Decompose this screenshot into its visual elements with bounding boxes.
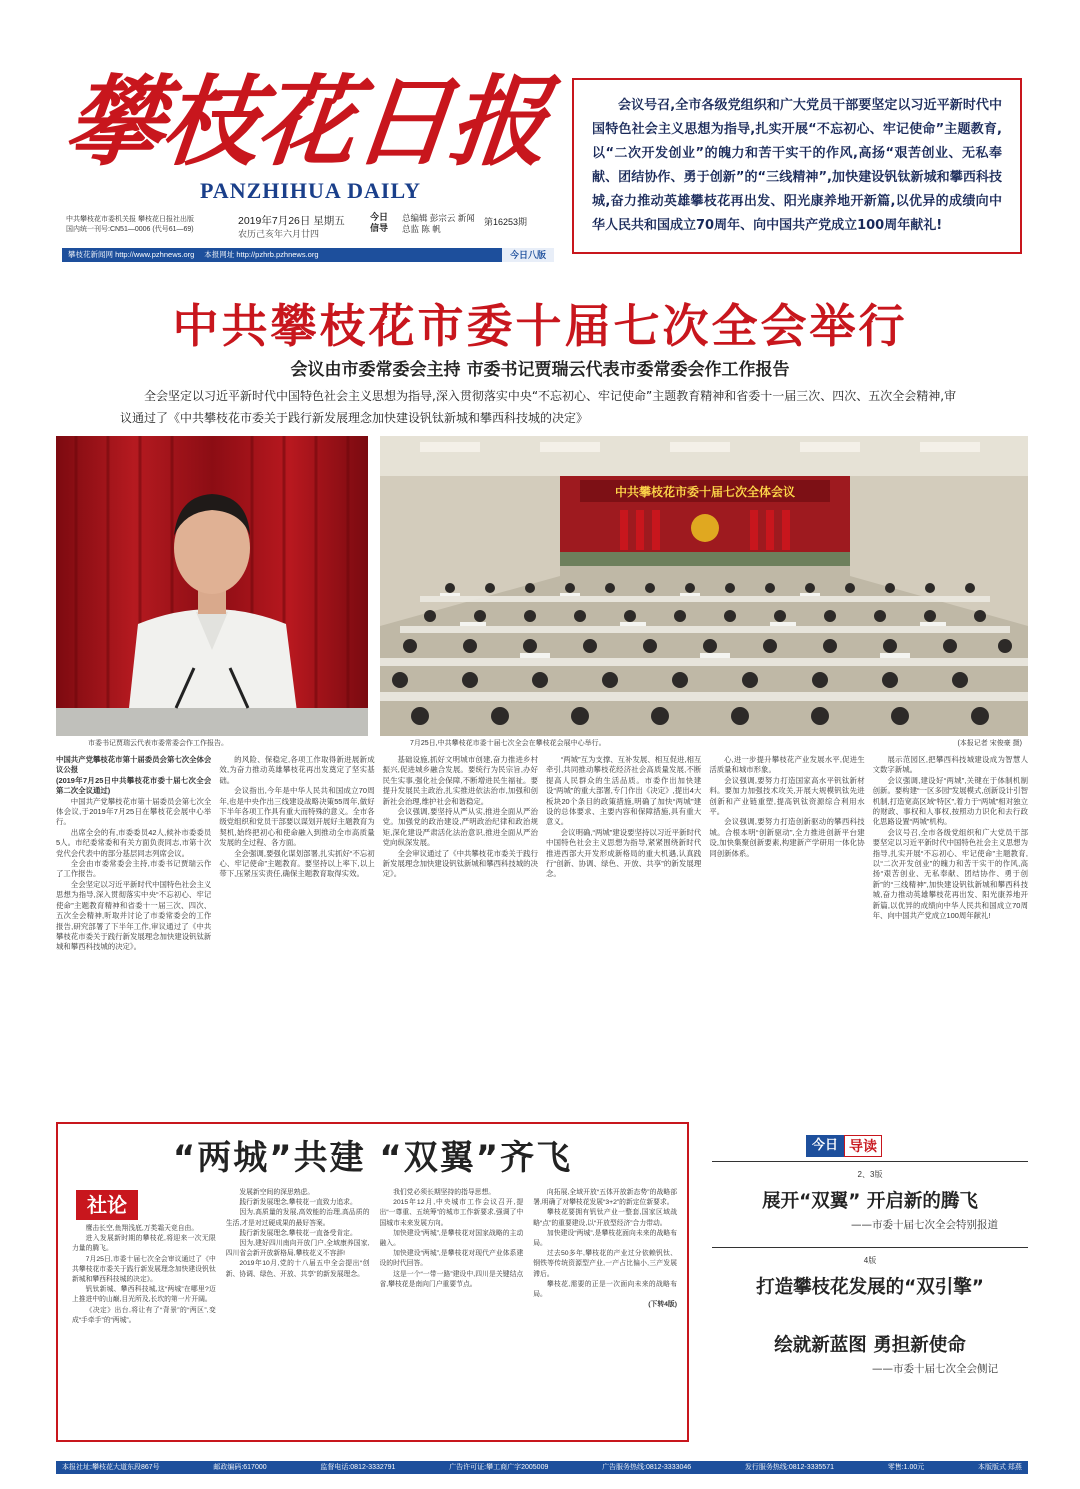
editorial-box <box>56 1122 689 1442</box>
footer-ad-hotline: 广告服务热线:0812-3333046 <box>602 1464 692 1471</box>
photo-credit: (本报记者 宋俊豪 摄) <box>957 740 1022 747</box>
today-info: 今日 信导 <box>370 212 389 233</box>
paragraph: 7月25日,市委十届七次全会审议通过了《中共攀枝花市委关于践行新发展理念加快建设钒钛新城和攀西科技城的决定》。 <box>72 1255 216 1284</box>
footer-price: 零售:1.00元 <box>887 1464 925 1471</box>
paragraph: 2019年10月,党的十八届五中全会提出“创新、协调、绿色、开放、共享”的新发展理念。 <box>225 1260 370 1278</box>
article-column <box>383 755 538 1120</box>
article-column <box>546 755 701 1120</box>
editorial-column <box>533 1188 677 1438</box>
logo-title <box>60 65 553 180</box>
publisher-line: 中共攀枝花市委机关报 攀枝花日报社出版 <box>66 216 194 223</box>
article-column <box>56 755 211 1120</box>
photo-caption: 市委书记贾瑞云代表市委常委会作工作报告。 <box>88 740 228 747</box>
website-bar <box>62 248 554 262</box>
guide-subtitle: ——市委十届七次全会特别报道 <box>851 1219 998 1231</box>
editorial-title[interactable]: “两城”共建 “双翼”齐飞 <box>172 1138 573 1178</box>
photo-caption-row <box>380 738 1028 748</box>
article-column <box>709 755 864 1120</box>
guide-page-number: 4版 <box>863 1256 877 1265</box>
paragraph: 进入发展新时期的攀枝花,将迎来一次无限力量的腾飞。 <box>72 1235 216 1253</box>
photo-meeting-hall <box>380 436 1028 736</box>
footer-address: 本报社址:攀枝花大道东段867号 <box>62 1464 160 1471</box>
guide-today-label: 今日 <box>806 1135 844 1157</box>
footer-license: 广告许可证:攀工商广字2005009 <box>449 1464 549 1471</box>
paragraph: 2015年12月,中央城市工作会议召开,提出“一尊重、五统筹”的城市工作新要求,强调了中国城市未来发展方向。 <box>379 1199 524 1227</box>
paragraph: 基础设施,抓好文明城市创建,奋力推进乡村振兴,促进城乡融合发展。要统行为民宗旨,办好民生实事,强化社会保障,不断增进民生福祉。要提升发展民主政治,扎实推进依法治市,加强和创新社会治理,维护社会和谐稳定。 <box>382 755 538 806</box>
article-column <box>219 755 374 1120</box>
paragraph: 因为,高质量的发展,高效能的治理,高品质的生活,才是对过硬成果的最好答案。 <box>225 1209 370 1227</box>
logo-char: 日 <box>348 65 457 180</box>
paragraph: 鹰击长空,鱼翔浅底,万类霜天竞自由。 <box>85 1225 199 1232</box>
paragraph: 钒钛新城、攀西科技城,这“两城”在哪里?迈上推进中的山巅,目光所及,长坎的第一片开阔。 <box>72 1286 216 1304</box>
paragraph: “两城”互为支撑、互补发展、相互促进,相互牵引,共同推动攀枝花经济社会高质量发展,不断提高人民群众的生活品质。市委作出加快建设“两城”的重大部署,专门作出《决定》,提出4大板块20个条目的政策措施,明确了加快“两城”建设的总体要求、主要内容和保障措施,具有重大意义。 <box>545 755 702 827</box>
paragraph: 会议强调,要努力打造国家高水平钒钛新材料。要加力加强技术攻关,开展大规模钒钛先进创新和产业链重塑,提高钒钛资源综合利用水平。 <box>709 775 865 817</box>
footer-hotline: 监督电话:0812-3332791 <box>320 1464 396 1471</box>
paragraph: 的风险、保稳定,各项工作取得新进展新成效,为奋力推动英雄攀枝花再出发奠定了坚实基础。 <box>219 755 375 785</box>
paragraph: 践行新发展理念,攀枝花一直备受肯定。 <box>239 1229 357 1237</box>
paragraph: 心,进一步提升攀枝花产业发展水平,促进生活质量和城市形象。 <box>709 755 865 775</box>
paragraph: 过去50多年,攀枝花的产业过分依赖钒钛、钢铁等传统资源型产业,一产占比偏小,三产发展滞后。 <box>533 1250 677 1278</box>
editorial-column <box>72 1188 216 1438</box>
guide-headline[interactable]: 展开“双翼” 开启新的腾飞 <box>762 1191 978 1212</box>
paragraph: 因为,建好四川南向开放门户,全域康养国家,四川省会新开放新格局,攀枝花义不容辞! <box>225 1240 370 1258</box>
guide-header <box>806 1135 882 1157</box>
guide-subtitle: ——市委十届七次全会侧记 <box>872 1363 998 1375</box>
paragraph: 会议强调,要努力打造创新驱动的攀西科技城。合根本明“创新驱动”,全力推进创新平台建设,加快集聚创新要素,构建新产学研用一体化协同创新体系。 <box>709 817 865 858</box>
article-column <box>873 755 1028 1120</box>
guide-read-label: 导读 <box>844 1135 882 1157</box>
logo-char: 花 <box>252 65 361 180</box>
footer-bar <box>56 1461 1028 1474</box>
paragraph: 加快建设“两城”,是攀枝花对现代产业体系建设的时代回答。 <box>379 1250 524 1268</box>
lunar-date: 农历己亥年六月廿四 <box>238 230 320 240</box>
footer-distribution: 发行服务热线:0812-3335571 <box>744 1464 834 1471</box>
editorial-tag: 社论 <box>76 1190 138 1220</box>
paragraph: 加快建设“两城”,是攀枝花对国家战略的主动融入。 <box>379 1229 524 1248</box>
editorial-column <box>380 1188 524 1438</box>
website-link[interactable]: 本报网址 http://pzhrb.pzhnews.org <box>204 250 319 259</box>
editorial-body <box>72 1188 677 1438</box>
paragraph: 加快建设“两城”,是攀枝花面向未来的战略布局。 <box>533 1229 677 1248</box>
paragraph: 践行新发展理念,攀枝花一直致力追求。 <box>239 1199 357 1207</box>
quote-box <box>572 78 1022 254</box>
guide-headline[interactable]: 绘就新蓝图 勇担新使命 <box>774 1335 966 1356</box>
editors: 总编辑 彭宗云 新闻总监 陈 帆 <box>402 213 475 234</box>
communique-title: 中国共产党攀枝花市第十届委员会第七次全体会议公报 <box>56 755 212 775</box>
logo-char: 枝 <box>156 65 265 180</box>
paragraph: 出席全会的有,市委委员42人,候补市委委员5人。市纪委常委和有关方面负责同志,市第十次党代会代表中的部分基层同志列席会议。 <box>56 827 212 858</box>
website-link[interactable]: 攀枝花新闻网 http://www.pzhnews.org <box>68 250 195 259</box>
deck-summary: 全会坚定以习近平新时代中国特色社会主义思想为指导,深入贯彻落实中央“不忘初心、牢记使命”主题教育精神和省委十一届三次、四次、五次全会精神,审议通过了《中共攀枝花市委关于践行新发展理念加快建设钒钛新城和攀西科技城的决定》 <box>120 389 957 425</box>
paragraph: 攀枝花要拥有钒钛产业一整套,国家区域战略“点”的重要建设,以“开放型经济”合力带动。 <box>533 1209 677 1227</box>
publisher-info <box>66 215 236 235</box>
paragraph: 展示范园区,把攀西科技城建设成为智慧人文数字新城。 <box>872 755 1028 775</box>
paragraph: 向拓展,全域开放“五体开放新态势”的战略部署,明确了对攀枝花发展“3+2”的新定位新要求。 <box>533 1189 677 1207</box>
quote-text: 会议号召,全市各级党组织和广大党员干部要坚定以习近平新时代中国特色社会主义思想为指导,扎实开展“不忘初心、牢记使命”主题教育,以“二次开发创业”的魄力和苦干实干的作风,高扬“艰苦创业、无私奉献、团结协作、勇于创新”的“三线精神”,加快建设钒钛新城和攀西科技城,奋力推动英雄攀枝花再出发、阳光康养地开新篇,以优异的成绩向中华人民共和国成立70周年、向中国共产党成立100周年献礼! <box>592 98 1002 233</box>
publisher-line: 国内统一刊号:CN51—0006 (代号61—69) <box>66 226 194 233</box>
meeting-hall-image <box>380 436 1028 736</box>
paragraph: 全会坚定以习近平新时代中国特色社会主义思想为指导,深入贯彻落实中央“不忘初心、牢记使命”主题教育精神和省委十一届三次、四次、五次全会精神,听取并讨论了市委常委会的工作报告,研究部署了下半年工作,审议通过了《中共攀枝花市委关于践行新发展理念加快建设钒钛新城和攀西科技城的决定》。 <box>56 879 212 952</box>
paragraph: 《决定》出台,将让有了“背景”的“两区”,变成“手牵手”的“两城”。 <box>72 1306 216 1324</box>
today-guide <box>712 1135 1028 1435</box>
paragraph: 会议号召,全市各级党组织和广大党员干部要坚定以习近平新时代中国特色社会主义思想为指导,扎实开展“不忘初心、牢记使命”主题教育,以“二次开发创业”的魄力和苦干实干的作风,高扬“艰苦创业、无私奉献、团结协作、勇于创新”的“三线精神”,加快建设钒钛新城和攀西科技城,奋力推动英雄攀枝花再出发、阳光康养地开新篇,以优异的成绩向中华人民共和国成立70周年、向中国共产党成立100周年献礼! <box>872 827 1028 921</box>
issue-number: 第16253期 <box>484 217 528 227</box>
logo-english: PANZHIHUA DAILY <box>200 178 421 203</box>
communique-note: (2019年7月25日中共攀枝花市委十届七次全会第二次全议通过) <box>56 775 212 796</box>
page-count: 今日八版 <box>502 248 554 262</box>
footer-postcode: 邮政编码:617000 <box>213 1464 267 1471</box>
editorial-column <box>226 1188 370 1438</box>
photo-caption: 7月25日,中共攀枝花市委十届七次全会在攀枝花会展中心举行。 <box>410 740 606 747</box>
paragraph: 全会由市委常委会主持,市委书记贾瑞云作了工作报告。 <box>56 859 212 879</box>
guide-headline[interactable]: 打造攀枝花发展的“双引擎” <box>756 1277 984 1298</box>
guide-page-number: 2、3版 <box>857 1170 883 1179</box>
paragraph: 会议指出,今年是中华人民共和国成立70周年,也是中央作出三线建设战略决策55周年,做好下半年各项工作具有重大而特殊的意义。全市各级党组织和党员干部要以谋划开展好主题教育为契机,始终把初心和使命融入到推动全市高质量发展的全过程、各方面。 <box>219 786 375 848</box>
divider <box>712 1247 1028 1248</box>
footer-layout: 本版版式 郑燕 <box>977 1464 1022 1471</box>
paragraph: 中国共产党攀枝花市第十届委员会第七次全体会议,于2019年7月25日在攀枝花会展中心举行。 <box>56 796 212 827</box>
paragraph: 这是一个“一带一路”建设中,四川是关键结点省,攀枝花是南向门户重要节点。 <box>379 1270 524 1288</box>
paragraph: 攀枝花,需要的正是一次面向未来的战略布局。 <box>533 1280 677 1299</box>
article-body <box>56 755 1028 1120</box>
paragraph: 我们党必须长期坚持的指导思想。 <box>393 1189 496 1196</box>
masthead-logo <box>60 65 553 180</box>
divider <box>712 1161 1028 1162</box>
continued-note[interactable]: (下转4版) <box>648 1301 677 1309</box>
photo-speaker <box>56 436 368 736</box>
hall-banner: 中共攀枝花市委十届七次全体会议 <box>614 485 796 499</box>
logo-char: 攀 <box>60 65 169 180</box>
logo-char: 报 <box>444 65 553 180</box>
paragraph: 会议明确,“两城”建设要坚持以习近平新时代中国特色社会主义思想为指导,紧紧围绕新时代推进西部大开发形成新格局的重大机遇,认真践行“创新、协调、绿色、开放、共享”的新发展理念。 <box>545 827 702 879</box>
speaker-image <box>56 436 368 736</box>
issue-date: 2019年7月26日 星期五 <box>238 215 345 227</box>
paragraph: 会议强调,要坚持从严从实,推进全面从严治党。加强党的政治建设,严明政治纪律和政治规矩,深化建设严肃活化法治意识,推进全面从严治党向纵深发展。 <box>382 807 538 848</box>
paragraph: 全会审议通过了《中共攀枝花市委关于践行新发展理念加快建设钒钛新城和攀西科技城的决定》。 <box>382 848 538 879</box>
main-headline[interactable]: 中共攀枝花市委十届七次全会举行 <box>172 299 908 353</box>
paragraph: 会议强调,建设好“两城”,关键在于体制机制创新。要构建“一区多园”发展模式,创新设计引智机制,打造宽高区域“特区”,着力于“两城”相对独立的财政、事权和人事权,按照动力识化和去行政化思路设置“两城”机构。 <box>872 775 1028 827</box>
paragraph: 发展新空间的深思熟虑。 <box>239 1189 315 1196</box>
paragraph: 全会强调,要强化谋划部署,扎实抓好“不忘初心、牢记使命”主题教育。要坚持以上率下,以上带下,压紧压实责任,确保主题教育取得实效。 <box>219 848 375 879</box>
subheadline: 会议由市委常委会主持 市委书记贾瑞云代表市委常委会作工作报告 <box>290 360 790 380</box>
